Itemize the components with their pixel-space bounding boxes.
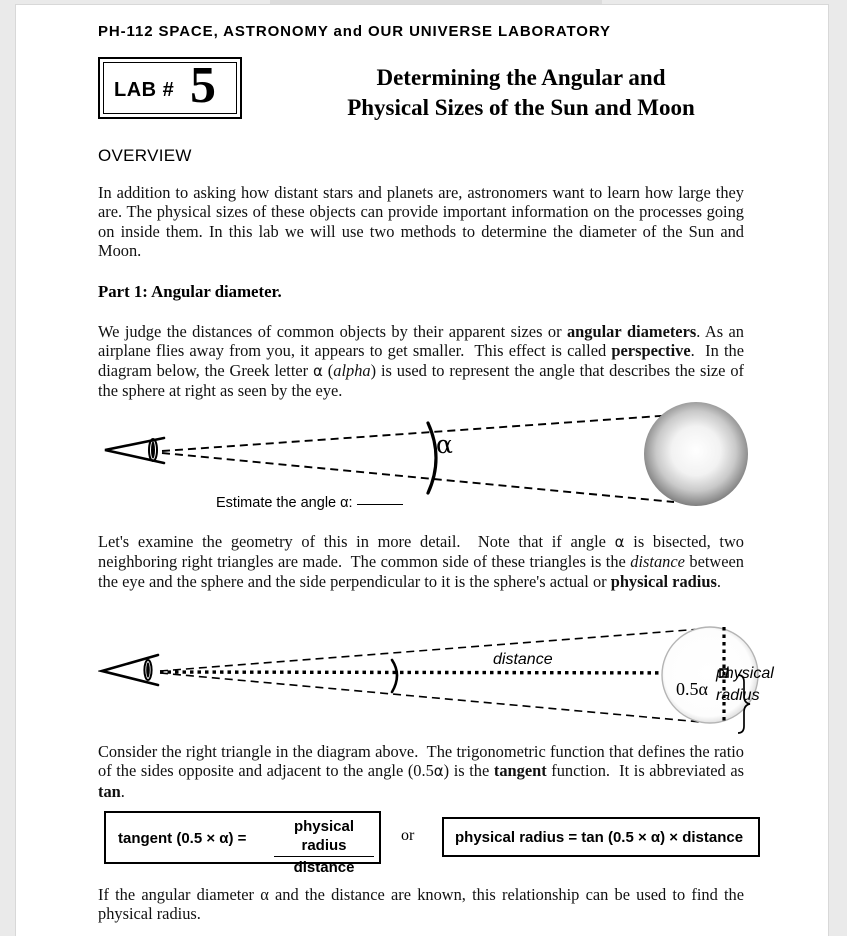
- geometry-paragraph: Let's examine the geometry of this in more detail. Note that if angle α is bisected, two neighboring right triangles are made. The common side of these triangles is the distance between the eye and the sphere and the side perpendicular to it is the sphere's actual or physical radius.: [98, 532, 744, 591]
- estimate-angle-text: Estimate the angle α:: [216, 495, 353, 511]
- eye-icon: [105, 438, 164, 463]
- sight-lines: [160, 629, 701, 722]
- physical-radius-label-line-1: physical: [716, 665, 774, 682]
- overview-paragraph: In addition to asking how distant stars and planets are, astronomers want to learn how large they are. The physical sizes of these objects can provide important information on the processes going on inside them. In this lab we will use two methods to determine the diameter of the Sun and Moon.: [98, 183, 744, 260]
- equation-connector: or: [401, 827, 415, 844]
- figure2-angle-label: 0.5α: [676, 679, 708, 699]
- shaded-sphere: [644, 402, 748, 506]
- tangent-equation-lhs: tangent (0.5 × α) =: [118, 830, 247, 847]
- page-title-line-2: Physical Sizes of the Sun and Moon: [347, 95, 695, 120]
- sight-lines: [162, 415, 674, 502]
- tangent-equation-box: [104, 811, 381, 876]
- half-angle-arc: [392, 660, 397, 692]
- course-header: PH-112 SPACE, ASTRONOMY and OUR UNIVERSE LABORATORY: [98, 23, 611, 40]
- physical-radius-label: [716, 663, 774, 707]
- document-page: [16, 5, 828, 936]
- part1-heading: Part 1: Angular diameter.: [98, 282, 282, 301]
- eye-icon: [102, 655, 158, 685]
- page-title-line-1: Determining the Angular and: [376, 65, 666, 90]
- figure-angular-diameter: [98, 397, 778, 522]
- lab-number: 5: [190, 57, 216, 114]
- distance-line: [160, 672, 724, 673]
- overview-heading: OVERVIEW: [98, 146, 192, 165]
- physical-radius-equation-box: [442, 817, 760, 857]
- tangent-explanation-paragraph: Consider the right triangle in the diagram above. The trigonometric function that defines the ratio of the sides opposite and adjacent to the angle (0.5α) is the tangent function. It is abbreviated as tan.: [98, 742, 744, 801]
- tangent-equation-fraction: [274, 817, 374, 877]
- lab-number-box: [98, 57, 242, 119]
- lab-label: LAB #: [114, 79, 175, 101]
- distance-label: distance: [493, 651, 553, 668]
- physical-radius-equation-text: physical radius = tan (0.5 × α) × distance: [455, 829, 744, 846]
- fraction-denominator: distance: [293, 859, 355, 876]
- estimate-angle-blank[interactable]: [357, 504, 403, 505]
- estimate-angle-prompt: [216, 495, 403, 511]
- physical-radius-label-line-2: radius: [716, 687, 760, 704]
- figure1-angle-label: α: [436, 430, 453, 459]
- fraction-bar: [274, 856, 374, 857]
- closing-paragraph: If the angular diameter α and the distance are known, this relationship can be used to find the physical radius.: [98, 885, 744, 924]
- equation-row: [104, 811, 764, 876]
- figure-angular-diameter-svg: [98, 397, 778, 522]
- fraction-numerator: physical radius: [293, 818, 355, 854]
- page-title: [261, 63, 781, 123]
- figure-bisected-angle: [98, 623, 798, 735]
- angular-diameter-paragraph: We judge the distances of common objects by their apparent sizes or angular diameters. As an airplane flies away from you, it appears to get smaller. This effect is called perspective. In the diagram below, the Greek letter α (alpha) is used to represent the angle that describes the size of the sphere at right as seen by the eye.: [98, 322, 744, 400]
- angle-arc: [428, 423, 436, 493]
